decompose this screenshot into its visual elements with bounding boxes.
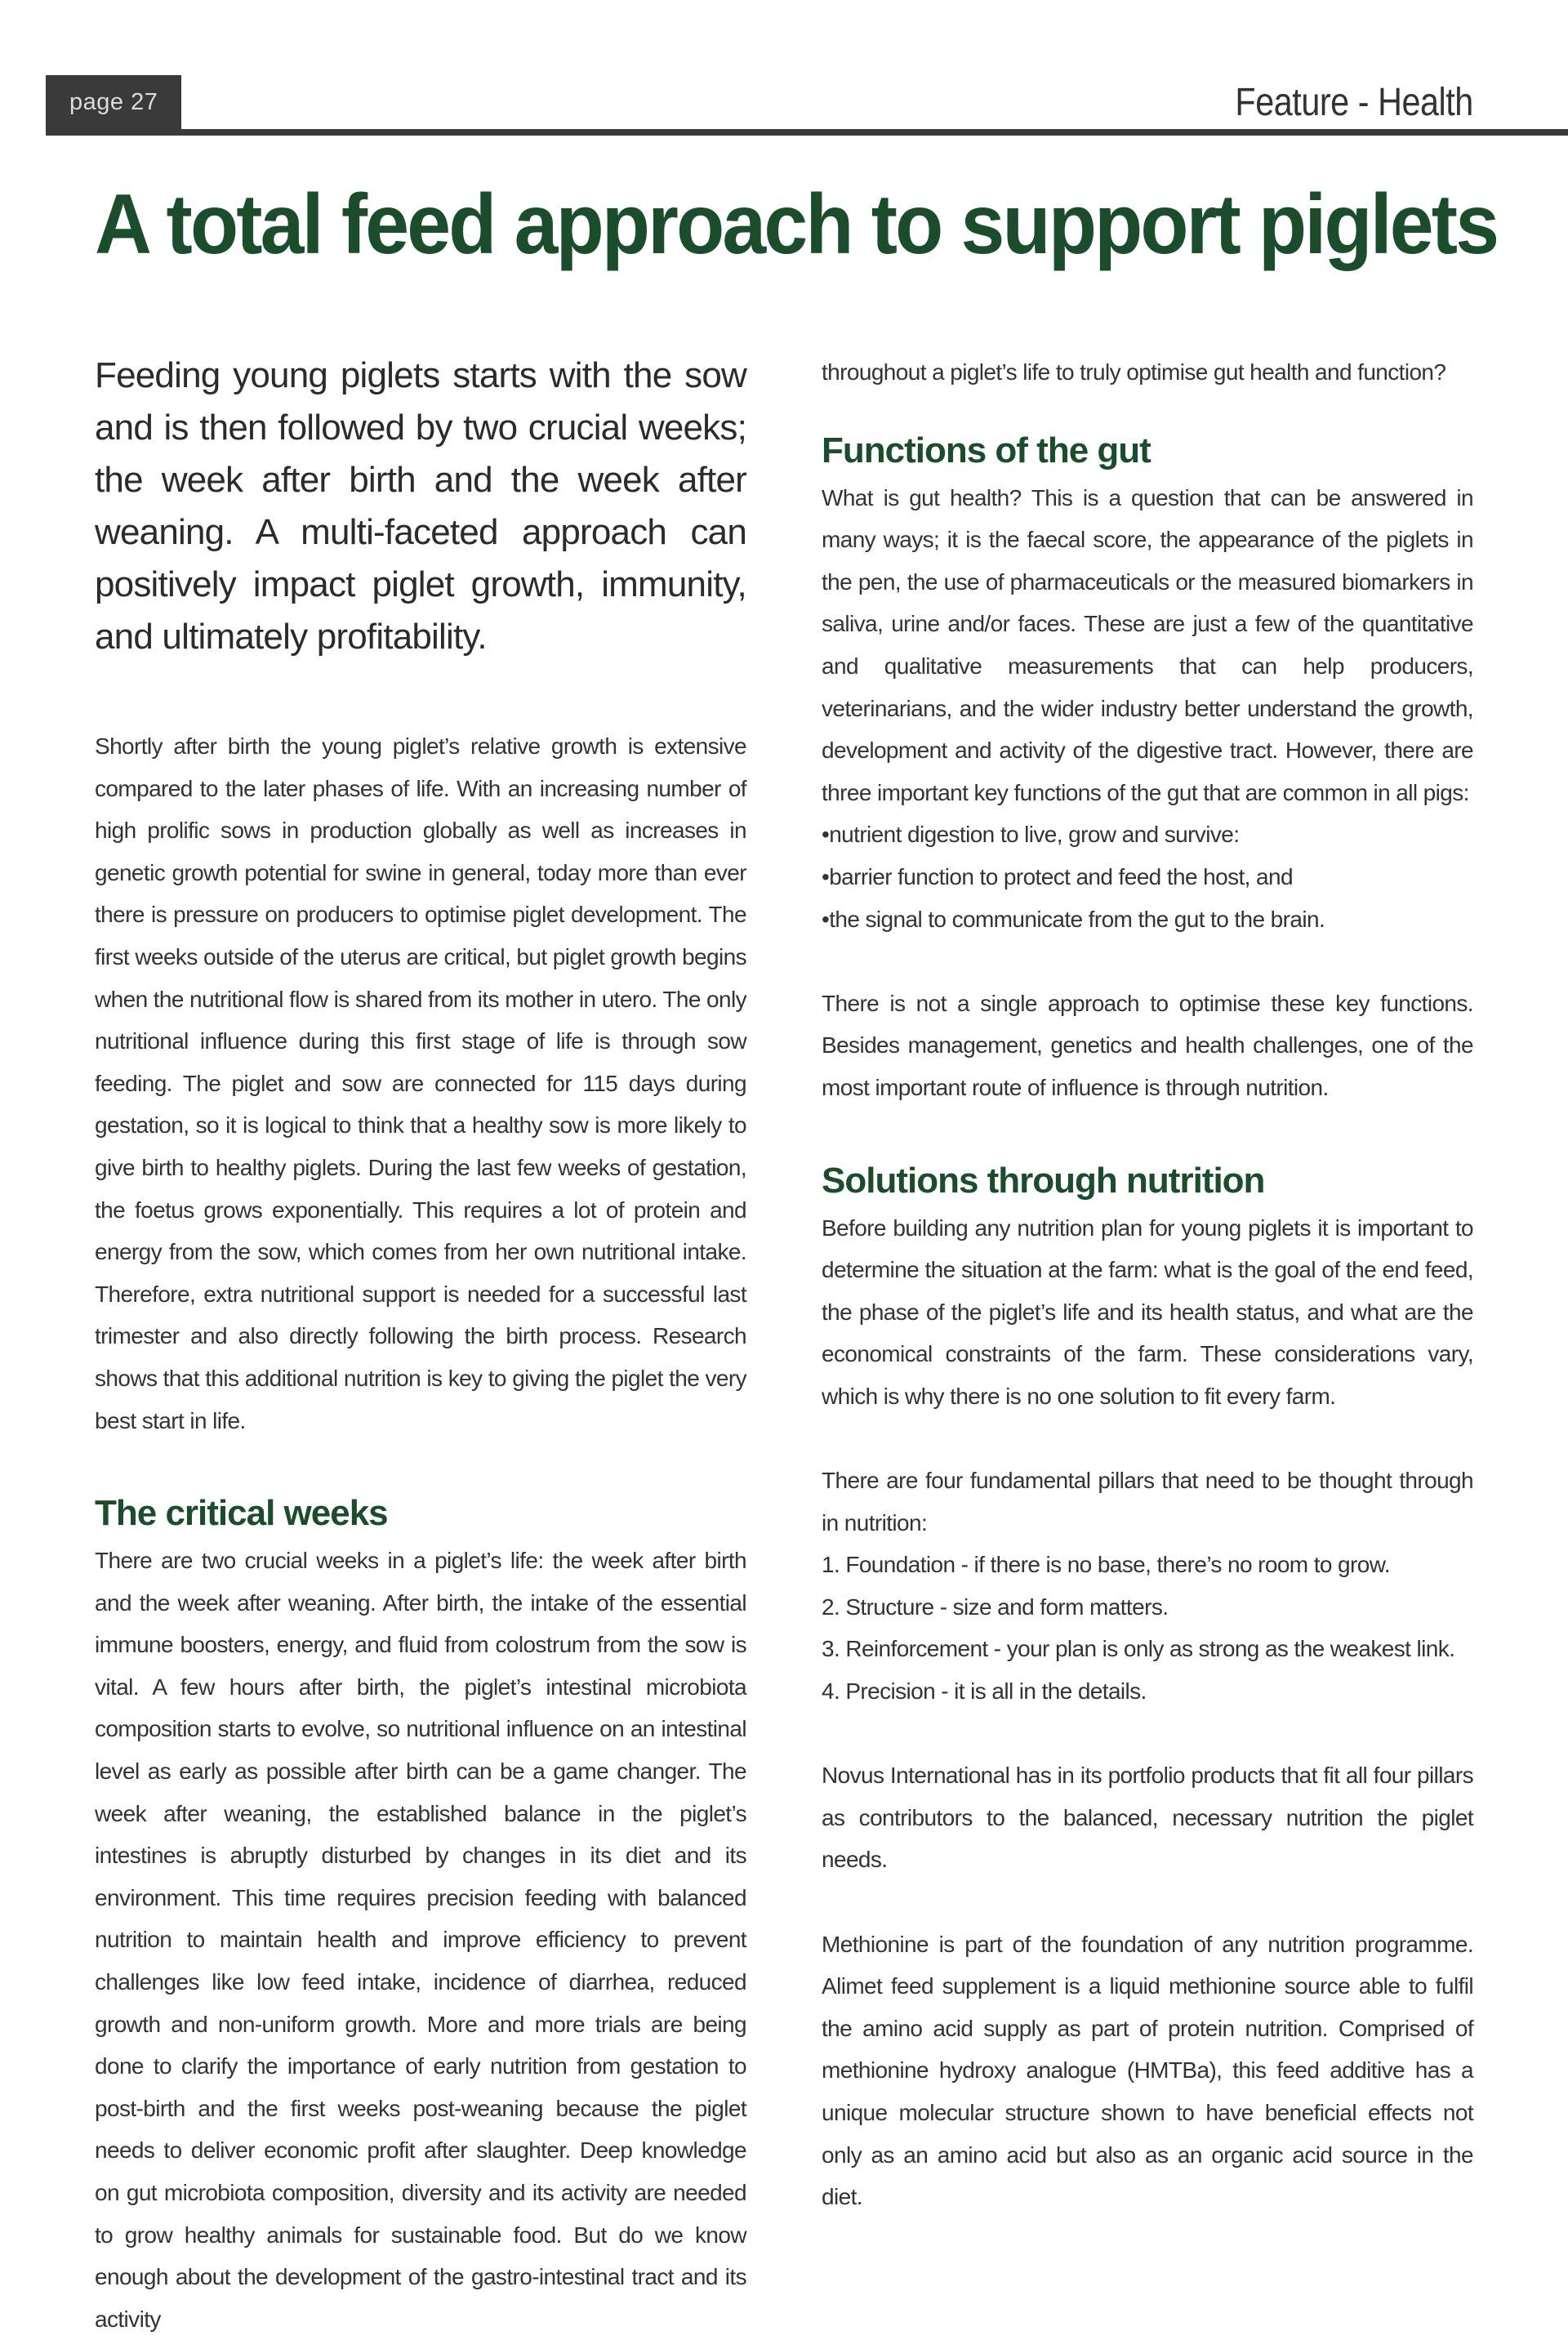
list-item: • nutrient digestion to live, grow and survive:: [822, 813, 1473, 856]
body-paragraph: Methionine is part of the foundation of any nutrition programme. Alimet feed supplement is a liquid methionine source able to fulfil the amino acid supply as part of protein nutrition. Comprised of methionine hydroxy analogue (HMTBa), this feed additive has a unique molecular structure shown to have beneficial effects not only as an amino acid but also as an organic acid source in the diet.: [822, 1931, 1473, 2210]
body-paragraph: There are four fundamental pillars that need to be thought through in nutrition:: [822, 1468, 1473, 1535]
article-title: A total feed approach to support piglets: [95, 177, 1498, 272]
lead-paragraph: Feeding young piglets starts with the sow and is then followed by two crucial weeks; the week after birth and the week after weaning. A multi-faceted approach can positively impact piglet growth, immunity, and ultimately profitability.: [95, 355, 746, 657]
subheading-solutions-through-nutrition: Solutions through nutrition: [822, 1160, 1265, 1201]
body-paragraph: What is gut health? This is a question that can be answered in many ways; it is the faecal score, the appearance of the piglets in the pen, the use of pharmaceuticals or the measured biomarkers in saliva, urine and/or faces. These are just a few of the quantitative and qualitative measurements that can help producers, veterinarians, and the wider industry better understand the growth, development and activity of the digestive tract. However, there are three important key functions of the gut that are common in all pigs:: [822, 484, 1473, 805]
body-paragraph: Novus International has in its portfolio products that fit all four pillars as contributors to the balanced, necessary nutrition the piglet needs.: [822, 1763, 1473, 1873]
section-label: Feature - Health: [1235, 81, 1473, 124]
left-column: [95, 350, 746, 2340]
list-item: 3. Reinforcement - your plan is only as strong as the weakest link.: [822, 1636, 1455, 1662]
subheading-functions-of-the-gut: Functions of the gut: [822, 430, 1151, 470]
list-item: • barrier function to protect and feed the host, and: [822, 856, 1473, 898]
list-item: • the signal to communicate from the gut to the brain.: [822, 898, 1473, 941]
subheading-critical-weeks: The critical weeks: [95, 1493, 388, 1534]
body-paragraph: There are two crucial weeks in a piglet’s life: the week after birth and the week after weaning. After birth, the intake of the essential immune boosters, energy, and fluid from colostrum from the sow is vital. A few hours after birth, the piglet’s intestinal microbiota composition starts to evolve, so nutritional influence on an intestinal level as early as possible after birth can be a game changer. The week after weaning, the established balance in the piglet’s intestines is abruptly disturbed by changes in its diet and its environment. This time requires precision feeding with balanced nutrition to maintain health and improve efficiency to prevent challenges like low feed intake, incidence of diarrhea, reduced growth and non-uniform growth. More and more trials are being done to clarify the importance of early nutrition from gestation to post-birth and the first weeks post-weaning because the piglet needs to deliver economic profit after slaughter. Deep knowledge on gut microbiota composition, diversity and its activity are needed to grow healthy animals for sustainable food. But do we know enough about the development of the gastro-intestinal tract and its activity: [95, 1548, 746, 2332]
body-paragraph: Before building any nutrition plan for young piglets it is important to determine the situation at the farm: what is the goal of the end feed, the phase of the piglet’s life and its health status, and what are the economical constraints of the farm. These considerations vary, which is why there is no one solution to fit every farm.: [822, 1215, 1473, 1409]
header-rule: [46, 129, 1568, 136]
list-item: 2. Structure - size and form matters.: [822, 1593, 1169, 1620]
page-number: page 27: [46, 75, 181, 136]
right-column: [822, 351, 1473, 2218]
list-item: 1. Foundation - if there is no base, there’s no room to grow.: [822, 1552, 1390, 1578]
gut-functions-list: [822, 813, 1473, 940]
body-paragraph: Shortly after birth the young piglet’s relative growth is extensive compared to the later phases of life. With an increasing number of high prolific sows in production globally as well as increases in genetic growth potential for swine in general, today more than ever there is pressure on producers to optimise piglet development. The first weeks outside of the uterus are critical, but piglet growth begins when the nutritional flow is shared from its mother in utero. The only nutritional influence during this first stage of life is through sow feeding. The piglet and sow are connected for 115 days during gestation, so it is logical to think that a healthy sow is more likely to give birth to healthy piglets. During the last few weeks of gestation, the foetus grows exponentially. This requires a lot of protein and energy from the sow, which comes from her own nutritional intake. Therefore, extra nutritional support is needed for a successful last trimester and also directly following the birth process. Research shows that this additional nutrition is key to giving the piglet the very best start in life.: [95, 733, 746, 1433]
list-item: 4. Precision - it is all in the details.: [822, 1678, 1147, 1705]
pillars-list: [822, 1544, 1473, 1712]
body-paragraph: throughout a piglet’s life to truly optimise gut health and function?: [822, 359, 1446, 385]
paragraph-spacer: [822, 940, 1473, 983]
body-paragraph: There is not a single approach to optimise these key functions. Besides management, genetics and health challenges, one of the most important route of influence is through nutrition.: [822, 990, 1473, 1100]
paragraph-spacer: [822, 1713, 1473, 1755]
